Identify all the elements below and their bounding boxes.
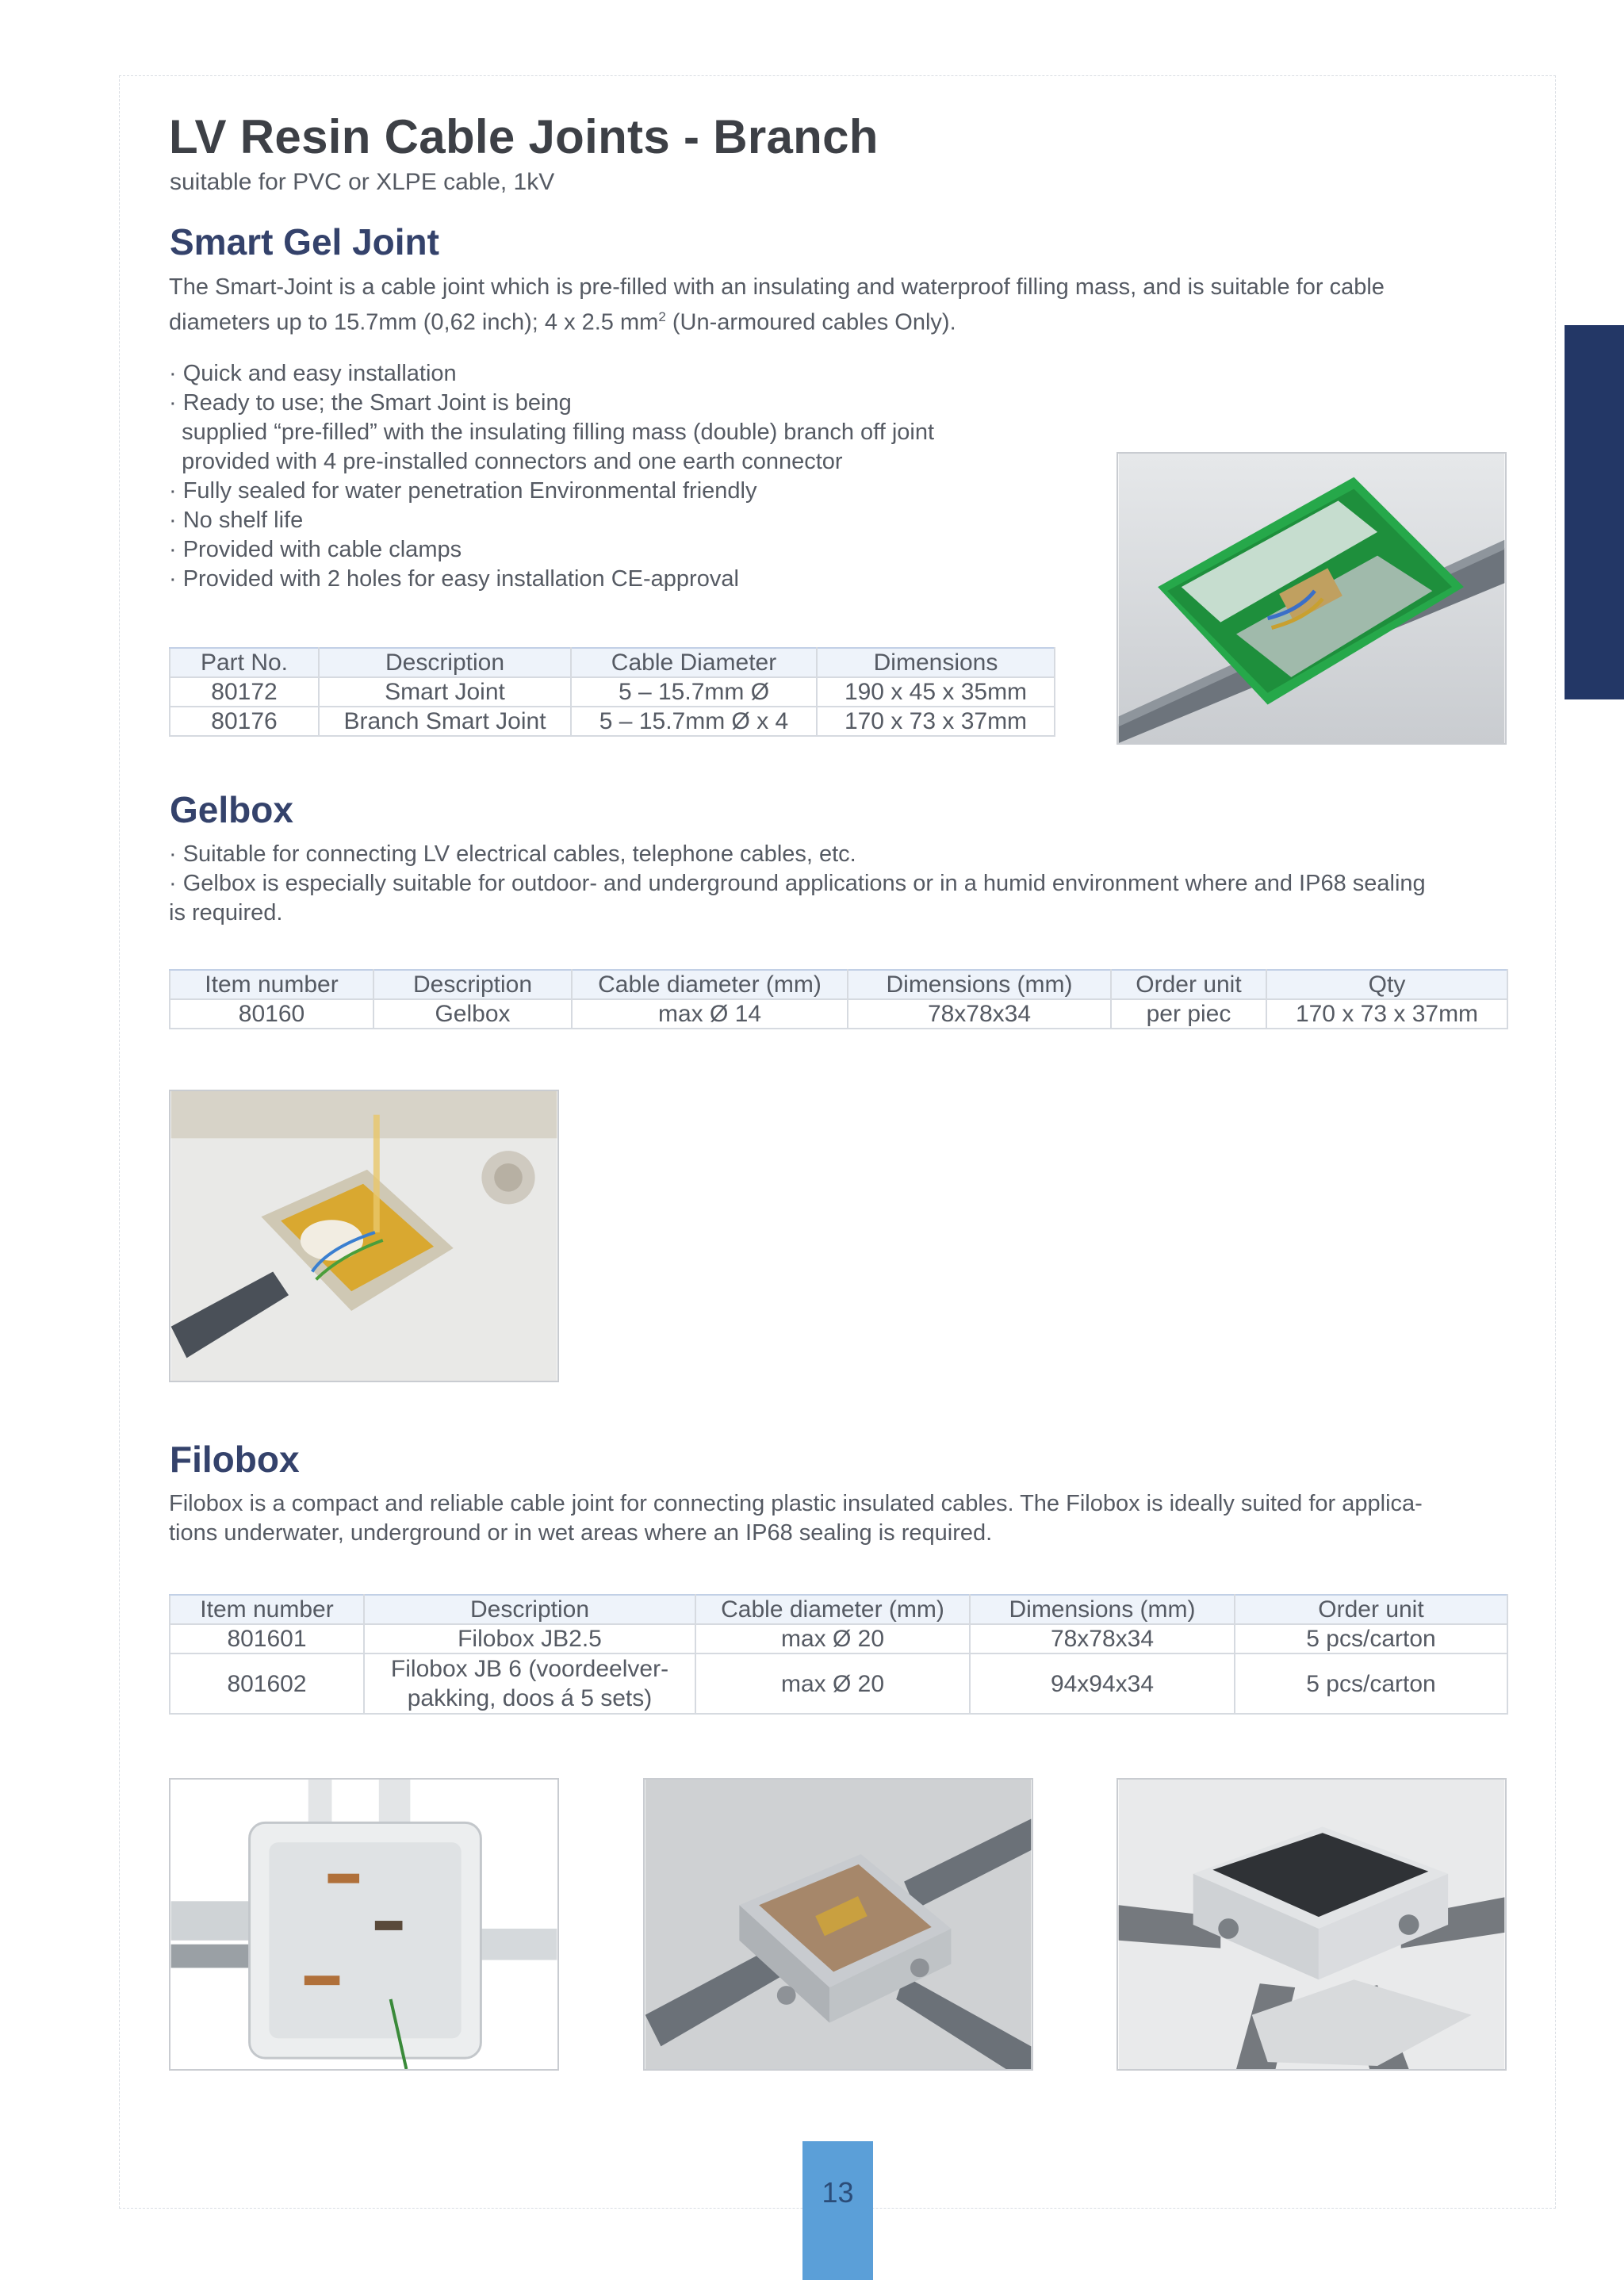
table-header-row <box>170 648 1055 677</box>
table-cell: 94x94x34 <box>970 1653 1235 1714</box>
table-row <box>170 677 1055 707</box>
gelbox-description <box>169 840 1509 928</box>
table-cell: 5 pcs/carton <box>1235 1624 1507 1653</box>
table-cell: 801602 <box>170 1653 364 1714</box>
gelbox-bullet-2-line1: · Gelbox is especially suitable for outdoor- and underground applications or in a humid environment where and IP68 sealing <box>169 871 1426 896</box>
table-header: Description <box>319 648 571 677</box>
table-cell: 78x78x34 <box>848 999 1111 1029</box>
smart-gel-intro-line2: diameters up to 15.7mm (0,62 inch); 4 x 2.5 $mm^2$ (Un-armoured cables Only). <box>169 309 956 335</box>
table-header-row <box>170 970 1507 999</box>
list-item: · Provided with 2 holes for easy installation CE-approval <box>169 566 739 592</box>
list-item: provided with 4 pre-installed connectors and one earth connector <box>169 449 843 474</box>
table-header: Description <box>364 1595 695 1624</box>
list-item: · Fully sealed for water penetration Environmental friendly <box>169 478 757 504</box>
table-header: Cable diameter (mm) <box>695 1595 970 1624</box>
table-row <box>170 999 1507 1029</box>
page-number-bar <box>802 2141 873 2280</box>
table-header: Part No. <box>170 648 319 677</box>
table-cell: 80160 <box>170 999 373 1029</box>
filobox-photo-open-box <box>169 1778 559 2071</box>
gelbox-bullet-2-line2: is required. <box>169 900 283 925</box>
filobox-intro <box>169 1489 1509 1548</box>
section-title-smart-gel-joint: Smart Gel Joint <box>170 221 439 262</box>
list-item: · Ready to use; the Smart Joint is being <box>169 390 572 416</box>
table-cell: 80176 <box>170 707 319 736</box>
table-header: Dimensions (mm) <box>848 970 1111 999</box>
table-header: Description <box>373 970 572 999</box>
table-cell: Filobox JB 6 (voordeelver-pakking, doos á 5 sets) <box>364 1653 695 1714</box>
table-header: Qty <box>1266 970 1507 999</box>
table-header: Cable Diameter <box>571 648 817 677</box>
table-header: Order unit <box>1235 1595 1507 1624</box>
table-header: Dimensions <box>817 648 1055 677</box>
smart-joint-photo <box>1116 452 1507 745</box>
table-header: Item number <box>170 1595 364 1624</box>
table-header-row <box>170 1595 1507 1624</box>
page-subtitle: suitable for PVC or XLPE cable, 1kV <box>170 169 555 195</box>
table-cell: 78x78x34 <box>970 1624 1235 1653</box>
page-number: 13 <box>822 2176 854 2209</box>
table-cell: 801601 <box>170 1624 364 1653</box>
smart-gel-intro <box>169 273 1509 338</box>
table-cell: 80172 <box>170 677 319 707</box>
table-cell: Filobox JB2.5 <box>364 1624 695 1653</box>
table-row <box>170 1653 1507 1714</box>
table-cell: 5 pcs/carton <box>1235 1653 1507 1714</box>
gelbox-photo <box>169 1090 559 1382</box>
table-cell: max Ø 20 <box>695 1624 970 1653</box>
table-cell: 170 x 73 x 37mm <box>817 707 1055 736</box>
list-item: · No shelf life <box>169 508 304 533</box>
smart-gel-features <box>169 359 934 594</box>
table-cell: max Ø 14 <box>572 999 848 1029</box>
section-title-filobox: Filobox <box>170 1439 300 1480</box>
gelbox-bullet-1: · Suitable for connecting LV electrical cables, telephone cables, etc. <box>169 841 856 867</box>
filobox-photo-wired-box <box>643 1778 1033 2071</box>
table-header: Dimensions (mm) <box>970 1595 1235 1624</box>
table-header: Order unit <box>1111 970 1266 999</box>
filobox-photo-closed-box <box>1116 1778 1507 2071</box>
filobox-table <box>169 1594 1508 1715</box>
section-side-tab <box>1565 325 1624 699</box>
table-row <box>170 1624 1507 1653</box>
table-header: Item number <box>170 970 373 999</box>
smart-gel-table <box>169 647 1055 737</box>
list-item: · Quick and easy installation <box>169 361 457 386</box>
table-cell: 5 – 15.7mm Ø <box>571 677 817 707</box>
table-cell: Smart Joint <box>319 677 571 707</box>
table-cell: Branch Smart Joint <box>319 707 571 736</box>
smart-gel-intro-line1: The Smart-Joint is a cable joint which is pre-filled with an insulating and waterproof filling mass, and is suitable for cable <box>169 274 1385 300</box>
list-item: · Provided with cable clamps <box>169 537 462 562</box>
gelbox-table <box>169 969 1508 1029</box>
table-cell: 170 x 73 x 37mm <box>1266 999 1507 1029</box>
table-cell: Gelbox <box>373 999 572 1029</box>
table-cell: per piec <box>1111 999 1266 1029</box>
page-title: LV Resin Cable Joints - Branch <box>169 110 879 163</box>
table-cell: max Ø 20 <box>695 1653 970 1714</box>
section-title-gelbox: Gelbox <box>170 789 293 830</box>
table-header: Cable diameter (mm) <box>572 970 848 999</box>
list-item: supplied “pre-filled” with the insulating filling mass (double) branch off joint <box>169 420 935 445</box>
filobox-intro-line2: tions underwater, underground or in wet areas where an IP68 sealing is required. <box>169 1520 993 1546</box>
table-cell: 5 – 15.7mm Ø x 4 <box>571 707 817 736</box>
filobox-intro-line1: Filobox is a compact and reliable cable joint for connecting plastic insulated cables. The Filobox is ideally suited for applica- <box>169 1491 1423 1516</box>
table-cell: 190 x 45 x 35mm <box>817 677 1055 707</box>
table-row <box>170 707 1055 736</box>
